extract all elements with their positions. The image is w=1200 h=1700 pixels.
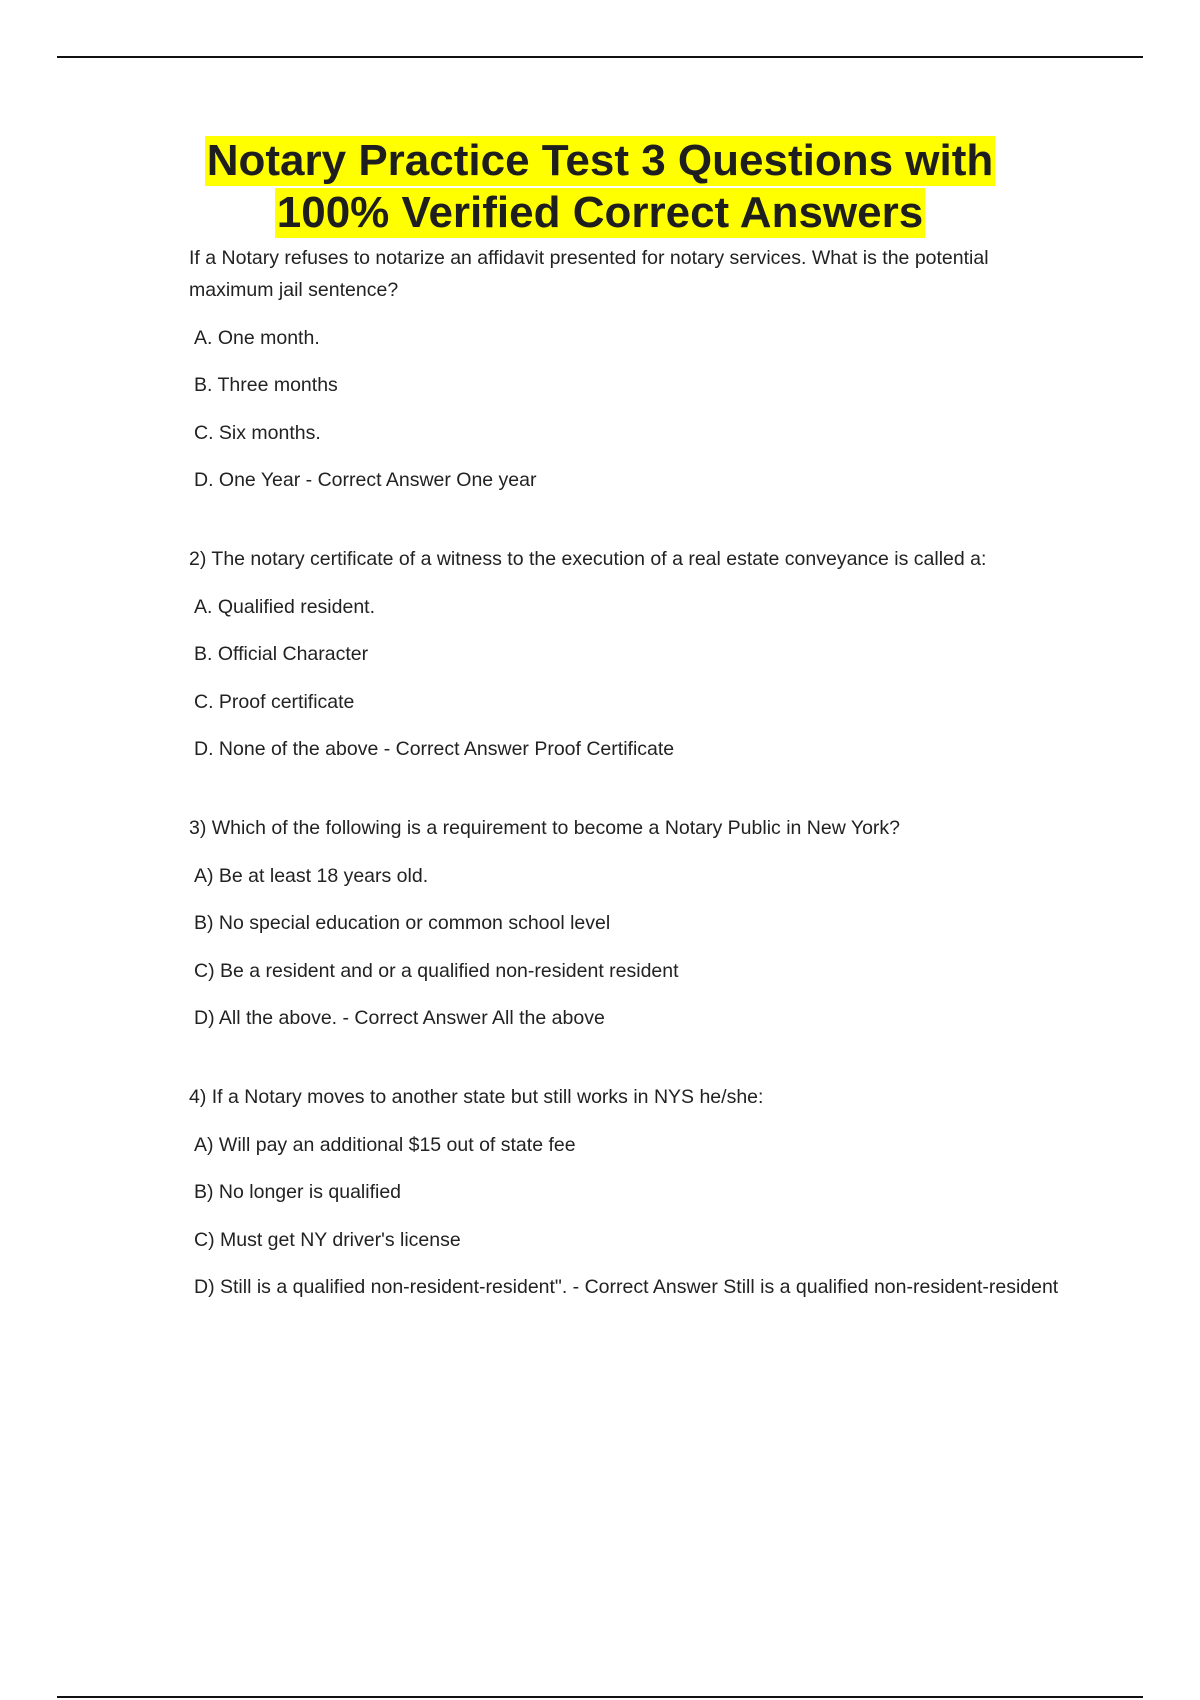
answer-option: D. One Year - Correct Answer One year xyxy=(194,469,537,491)
title-line-1: Notary Practice Test 3 Questions with xyxy=(206,136,994,185)
answer-option: D) Still is a qualified non-resident-resident". - Correct Answer Still is a qualified non-resident-resident xyxy=(194,1276,1059,1298)
bottom-divider xyxy=(57,1696,1143,1698)
answer-option: D) All the above. - Correct Answer All the above xyxy=(194,1007,605,1029)
answer-option: C) Be a resident and or a qualified non-resident resident xyxy=(194,959,679,982)
question-prompt: If a Notary refuses to notarize an affidavit presented for notary services. What is the potential maximum jail sentence? xyxy=(189,247,989,301)
answer-option: A. One month. xyxy=(194,326,320,349)
answer-option: A) Will pay an additional $15 out of state fee xyxy=(194,1133,576,1156)
answer-option: C. Proof certificate xyxy=(194,690,355,713)
question-prompt: 2) The notary certificate of a witness to the execution of a real estate conveyance is called a: xyxy=(189,548,987,570)
answer-option: A) Be at least 18 years old. xyxy=(194,864,429,887)
question-block-3 xyxy=(189,812,1069,1034)
answer-option: B. Official Character xyxy=(194,643,369,665)
answer-option: B) No longer is qualified xyxy=(194,1181,402,1203)
question-block-1 xyxy=(189,242,1069,496)
answer-option: D. None of the above - Correct Answer Proof Certificate xyxy=(194,738,675,760)
answer-option: C) Must get NY driver's license xyxy=(194,1228,461,1251)
answer-option: A. Qualified resident. xyxy=(194,595,376,618)
title-line-2: 100% Verified Correct Answers xyxy=(276,188,924,237)
answer-option: B. Three months xyxy=(194,374,338,396)
question-prompt: 4) If a Notary moves to another state but still works in NYS he/she: xyxy=(189,1086,764,1108)
question-prompt: 3) Which of the following is a requirement to become a Notary Public in New York? xyxy=(189,817,901,839)
answer-option: B) No special education or common school level xyxy=(194,912,611,934)
question-list xyxy=(189,242,1069,1350)
page-title xyxy=(0,136,1200,238)
top-divider xyxy=(57,56,1143,58)
question-block-2 xyxy=(189,543,1069,765)
question-block-4 xyxy=(189,1081,1069,1303)
answer-option: C. Six months. xyxy=(194,421,321,444)
